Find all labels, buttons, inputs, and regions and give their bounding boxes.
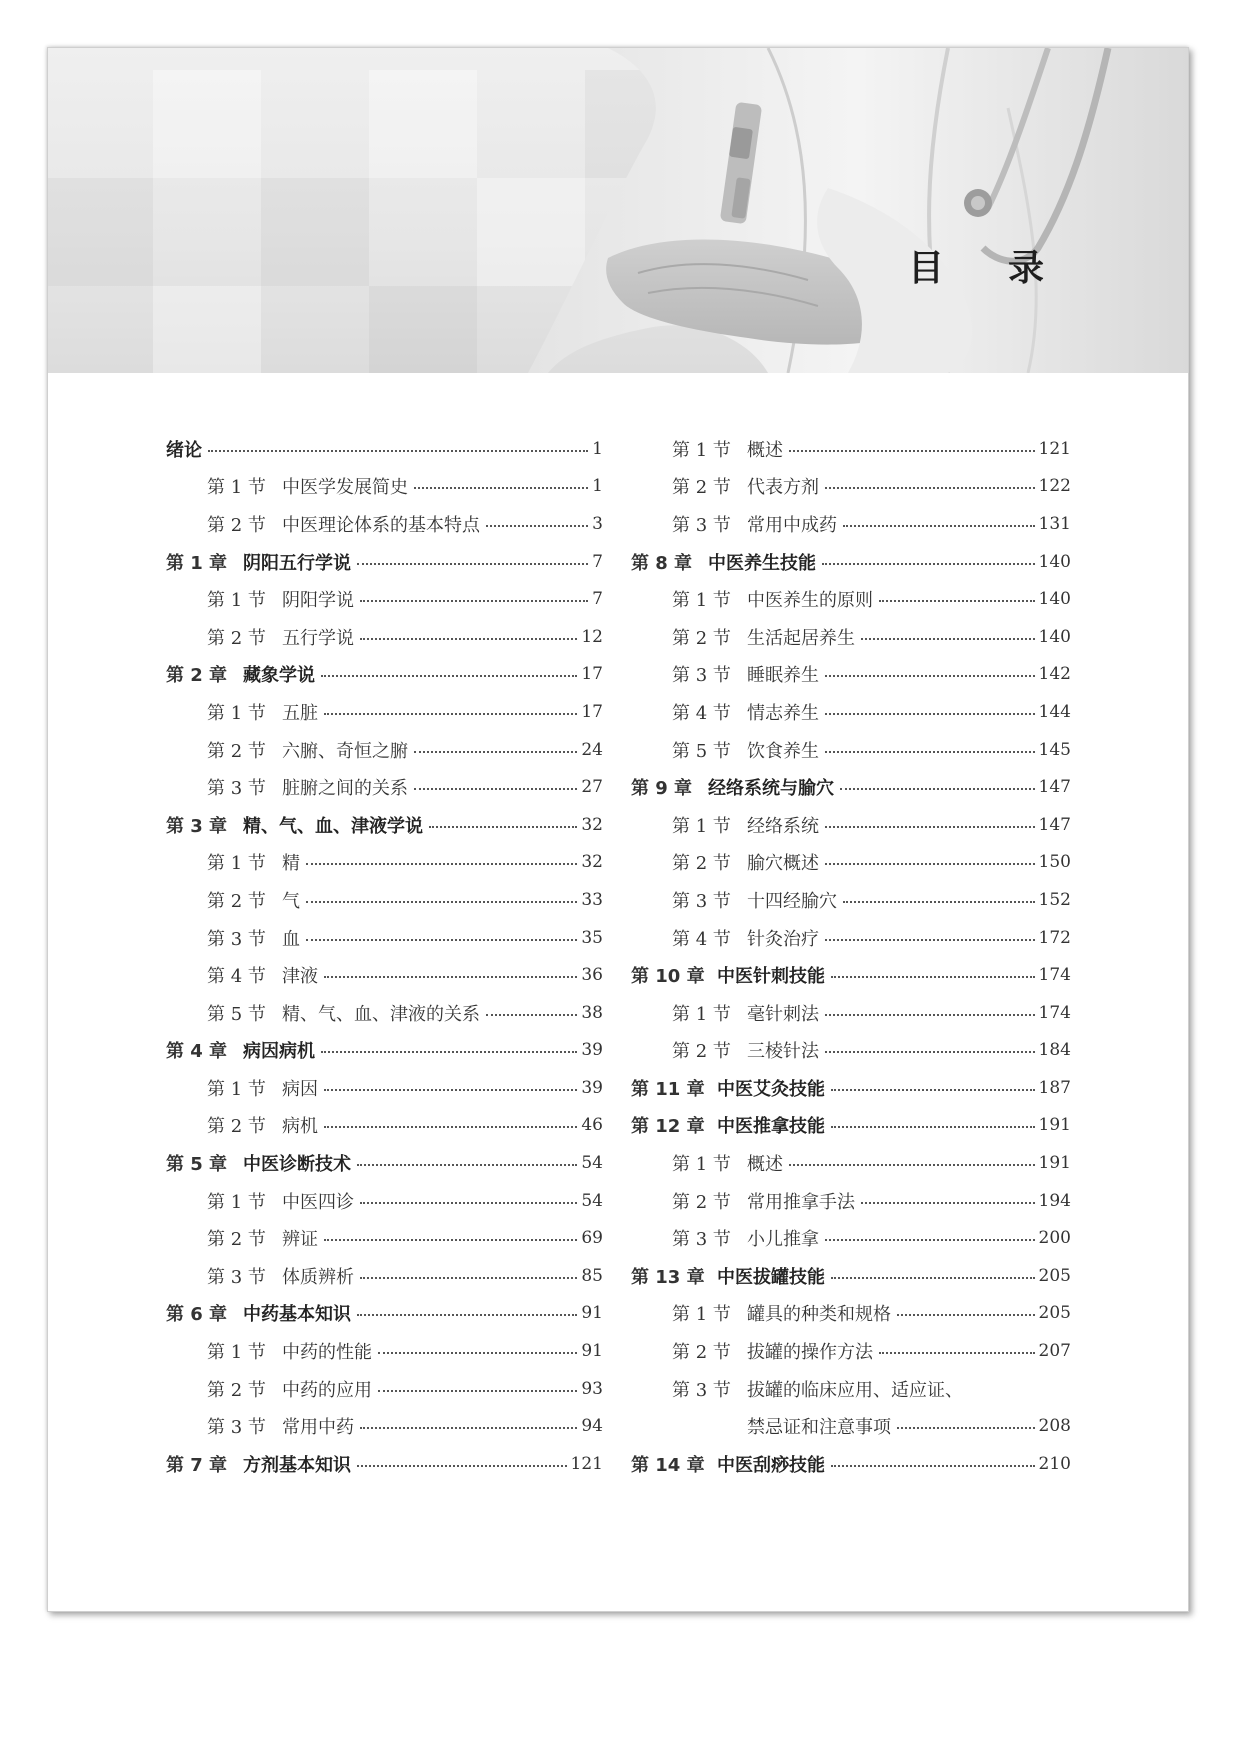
dot-leader (414, 788, 577, 790)
toc-entry-title: 五脏 (282, 702, 318, 724)
toc-entry-title: 罐具的种类和规格 (747, 1304, 891, 1326)
toc-entry-label: 第 1 节 (672, 815, 731, 837)
toc-entry-title: 阴阳五行学说 (243, 552, 351, 574)
toc-entry-title: 阴阳学说 (282, 590, 354, 612)
toc-section-entry[interactable] (166, 919, 603, 957)
toc-entry-title: 小儿推拿 (747, 1229, 819, 1251)
toc-entry-title: 中药的应用 (282, 1379, 372, 1401)
toc-entry-label: 第 2 节 (672, 1041, 731, 1063)
toc-entry-label: 第 3 节 (672, 514, 731, 536)
dot-leader (357, 1314, 577, 1316)
toc-entry-label: 第 1 节 (672, 439, 731, 461)
dot-leader (861, 638, 1035, 640)
dot-leader (378, 1390, 577, 1392)
toc-entry-label: 第 2 节 (207, 1116, 266, 1138)
toc-entry-label: 第 12 章 (631, 1116, 705, 1138)
dot-leader (360, 1277, 577, 1279)
toc-entry-page-number: 172 (1038, 927, 1071, 948)
toc-entry-title: 针灸治疗 (747, 928, 819, 950)
toc-chapter-entry[interactable] (166, 1032, 603, 1070)
toc-entry-label: 第 5 章 (166, 1154, 228, 1176)
dot-leader (789, 1164, 1035, 1166)
toc-entry-title: 代表方剂 (747, 477, 819, 499)
dot-leader (306, 901, 577, 903)
toc-entry-page-number: 140 (1038, 589, 1071, 610)
toc-entry-label: 第 11 章 (631, 1078, 705, 1100)
toc-entry-title: 常用中成药 (747, 514, 837, 536)
toc-entry-label: 第 5 节 (672, 740, 731, 762)
toc-section-entry[interactable] (631, 1182, 1071, 1220)
toc-entry-label: 第 2 节 (672, 477, 731, 499)
toc-section-entry[interactable] (631, 505, 1071, 543)
toc-entry-label: 第 2 章 (166, 665, 228, 687)
toc-chapter-entry[interactable] (166, 1144, 603, 1182)
toc-section-entry[interactable] (166, 1407, 603, 1445)
toc-entry-label: 第 1 节 (672, 1304, 731, 1326)
toc-entry-title: 气 (282, 890, 300, 912)
toc-entry-title: 六腑、奇恒之腑 (282, 740, 408, 762)
dot-leader (825, 487, 1035, 489)
toc-chapter-entry[interactable] (166, 543, 603, 581)
toc-entry-title: 经络系统与腧穴 (708, 778, 834, 800)
toc-entry-label: 第 1 节 (672, 1003, 731, 1025)
toc-section-entry[interactable] (631, 919, 1071, 957)
doctor-photo (48, 48, 1188, 373)
toc-entry-label: 第 2 节 (672, 853, 731, 875)
toc-entry-label: 第 2 节 (207, 1379, 266, 1401)
dot-leader (357, 1164, 577, 1166)
toc-chapter-entry[interactable] (166, 656, 603, 694)
toc-entry-page-number: 54 (581, 1153, 603, 1174)
toc-entry-title: 十四经腧穴 (747, 890, 837, 912)
toc-entry-page-number: 54 (581, 1190, 603, 1211)
toc-entry-page-number: 91 (581, 1341, 603, 1362)
dot-leader (825, 863, 1035, 865)
toc-section-entry[interactable] (631, 806, 1071, 844)
toc-entry-label: 第 1 节 (207, 1191, 266, 1213)
toc-section-entry[interactable] (166, 1257, 603, 1295)
toc-entry-page-number: 91 (581, 1303, 603, 1324)
toc-entry-page-number: 46 (581, 1115, 603, 1136)
toc-entry-title: 禁忌证和注意事项 (747, 1417, 891, 1439)
toc-entry-label: 第 8 章 (631, 552, 693, 574)
toc-section-entry[interactable] (166, 505, 603, 543)
toc-section-entry[interactable] (631, 994, 1071, 1032)
dot-leader (840, 788, 1035, 790)
dot-leader (360, 638, 577, 640)
dot-leader (324, 1126, 577, 1128)
toc-section-entry[interactable] (631, 580, 1071, 618)
dot-leader (831, 1126, 1035, 1128)
toc-entry-page-number: 187 (1038, 1077, 1071, 1098)
toc-entry-label: 第 6 章 (166, 1304, 228, 1326)
toc-entry-page-number: 94 (581, 1416, 603, 1437)
toc-entry-title: 中医针刺技能 (717, 966, 825, 988)
dot-leader (879, 1352, 1035, 1354)
toc-entry-page-number: 121 (1038, 438, 1071, 459)
dot-leader (357, 1465, 567, 1467)
toc-entry-label: 第 4 节 (672, 702, 731, 724)
toc-entry-title: 中医拔罐技能 (717, 1266, 825, 1288)
toc-chapter-entry[interactable] (631, 1445, 1071, 1483)
dot-leader (831, 1277, 1035, 1279)
toc-entry-page-number: 208 (1038, 1416, 1071, 1437)
title-char: 录 (1008, 248, 1045, 289)
toc-entry-label: 第 7 章 (166, 1454, 228, 1476)
toc-entry-page-number: 147 (1038, 814, 1071, 835)
toc-entry-title: 病因 (282, 1078, 318, 1100)
dot-leader (825, 751, 1035, 753)
toc-entry-page-number: 12 (581, 626, 603, 647)
toc-section-entry[interactable] (631, 656, 1071, 694)
toc-entry-title: 中医四诊 (282, 1191, 354, 1213)
dot-leader (378, 1352, 577, 1354)
toc-entry-page-number: 33 (581, 889, 603, 910)
toc-entry-title: 中医诊断技术 (243, 1154, 351, 1176)
dot-leader (843, 525, 1035, 527)
dot-leader (360, 1427, 577, 1429)
toc-chapter-entry[interactable] (166, 1295, 603, 1333)
toc-entry-label: 第 3 章 (166, 815, 228, 837)
dot-leader (360, 1202, 577, 1204)
toc-entry-title: 五行学说 (282, 627, 354, 649)
toc-section-entry[interactable] (166, 881, 603, 919)
toc-chapter-entry[interactable] (631, 1107, 1071, 1145)
dot-leader (306, 939, 577, 941)
toc-entry-label: 第 13 章 (631, 1266, 705, 1288)
dot-leader (486, 525, 588, 527)
toc-entry-page-number: 7 (592, 551, 603, 572)
toc-entry-label: 第 3 节 (207, 1417, 266, 1439)
toc-entry-page-number: 38 (581, 1002, 603, 1023)
dot-leader (825, 1051, 1035, 1053)
dot-leader (831, 1465, 1035, 1467)
toc-entry-page-number: 7 (592, 589, 603, 610)
toc-entry-page-number: 205 (1038, 1265, 1071, 1286)
document-page (47, 47, 1189, 1612)
toc-entry-page-number: 32 (581, 852, 603, 873)
toc-entry-page-number: 39 (581, 1077, 603, 1098)
toc-section-entry[interactable] (631, 1295, 1071, 1333)
toc-section-entry[interactable] (166, 1069, 603, 1107)
toc-entry-page-number: 1 (592, 438, 603, 459)
toc-entry-title: 概述 (747, 1154, 783, 1176)
toc-entry-title: 中医艾灸技能 (717, 1078, 825, 1100)
toc-entry-title: 病因病机 (243, 1041, 315, 1063)
dot-leader (831, 1089, 1035, 1091)
toc-entry-title: 方剂基本知识 (243, 1454, 351, 1476)
toc-section-entry[interactable] (631, 430, 1071, 468)
toc-entry-title: 中医养生的原则 (747, 590, 873, 612)
toc-section-entry[interactable] (166, 618, 603, 656)
toc-chapter-entry[interactable] (166, 1445, 603, 1483)
dot-leader (321, 675, 577, 677)
dot-leader (825, 1239, 1035, 1241)
toc-chapter-entry[interactable] (631, 768, 1071, 806)
toc-entry-page-number: 200 (1038, 1228, 1071, 1249)
toc-entry-page-number: 174 (1038, 1002, 1071, 1023)
toc-entry-title: 中医学发展简史 (282, 477, 408, 499)
toc-section-entry[interactable] (631, 618, 1071, 656)
toc-section-entry[interactable] (631, 1370, 1071, 1408)
toc-entry-title: 津液 (282, 966, 318, 988)
toc-entry-label: 第 1 节 (207, 853, 266, 875)
toc-entry-title: 饮食养生 (747, 740, 819, 762)
toc-section-entry[interactable] (631, 881, 1071, 919)
toc-entry-page-number: 205 (1038, 1303, 1071, 1324)
toc-entry-page-number: 39 (581, 1040, 603, 1061)
toc-entry-label: 第 3 节 (672, 665, 731, 687)
toc-entry-label: 第 14 章 (631, 1454, 705, 1476)
toc-entry-label: 第 3 节 (672, 1379, 731, 1401)
toc-entry-label: 第 1 节 (207, 702, 266, 724)
toc-entry-label: 第 2 节 (207, 740, 266, 762)
toc-chapter-entry[interactable] (631, 543, 1071, 581)
toc-entry-page-number: 121 (570, 1453, 603, 1474)
dot-leader (414, 487, 588, 489)
toc-entry-title: 中医推拿技能 (717, 1116, 825, 1138)
toc-entry-page-number: 24 (581, 739, 603, 760)
toc-entry-page-number: 69 (581, 1228, 603, 1249)
toc-entry-page-number: 131 (1038, 513, 1071, 534)
toc-section-entry[interactable] (631, 1407, 1071, 1445)
toc-entry-label: 第 2 节 (672, 627, 731, 649)
toc-entry-label: 第 1 节 (207, 590, 266, 612)
toc-entry-label: 第 1 节 (672, 1154, 731, 1176)
toc-entry-page-number: 174 (1038, 965, 1071, 986)
dot-leader (831, 976, 1035, 978)
toc-entry-label: 第 1 节 (207, 1078, 266, 1100)
toc-entry-label: 第 3 节 (207, 1266, 266, 1288)
toc-entry-title: 脏腑之间的关系 (282, 778, 408, 800)
toc-entry-page-number: 27 (581, 777, 603, 798)
toc-entry-label: 第 4 节 (207, 966, 266, 988)
toc-entry-page-number: 93 (581, 1378, 603, 1399)
toc-entry-page-number: 1 (592, 476, 603, 497)
dot-leader (414, 751, 577, 753)
dot-leader (324, 713, 577, 715)
toc-entry-page-number: 142 (1038, 664, 1071, 685)
dot-leader (789, 450, 1035, 452)
dot-leader (324, 1089, 577, 1091)
toc-entry-title: 情志养生 (747, 702, 819, 724)
toc-section-entry[interactable] (166, 731, 603, 769)
toc-entry-label: 第 3 节 (672, 890, 731, 912)
toc-entry-label: 第 1 章 (166, 552, 228, 574)
toc-section-entry[interactable] (166, 1332, 603, 1370)
dot-leader (429, 826, 577, 828)
toc-entry-title: 概述 (747, 439, 783, 461)
dot-leader (825, 939, 1035, 941)
dot-leader (357, 563, 588, 565)
toc-section-entry[interactable] (631, 1219, 1071, 1257)
toc-entry-label: 第 2 节 (672, 1342, 731, 1364)
dot-leader (879, 600, 1035, 602)
toc-entry-title: 中药的性能 (282, 1342, 372, 1364)
toc-entry-title: 经络系统 (747, 815, 819, 837)
toc-entry-label: 第 1 节 (207, 1342, 266, 1364)
toc-entry-label: 第 3 节 (207, 928, 266, 950)
toc-entry-page-number: 210 (1038, 1453, 1071, 1474)
toc-section-entry[interactable] (166, 1370, 603, 1408)
toc-entry-page-number: 144 (1038, 701, 1071, 722)
toc-entry-page-number: 85 (581, 1265, 603, 1286)
toc-entry-title: 绪论 (166, 439, 202, 461)
toc-entry-title: 病机 (282, 1116, 318, 1138)
toc-entry-title: 精、气、血、津液学说 (243, 815, 423, 837)
dot-leader (306, 863, 577, 865)
toc-entry-page-number: 147 (1038, 777, 1071, 798)
toc-entry-title: 毫针刺法 (747, 1003, 819, 1025)
dot-leader (825, 1014, 1035, 1016)
toc-entry-page-number: 191 (1038, 1153, 1071, 1174)
toc-section-entry[interactable] (166, 580, 603, 618)
toc-section-entry[interactable] (166, 468, 603, 506)
toc-section-entry[interactable] (166, 693, 603, 731)
toc-entry-page-number: 32 (581, 814, 603, 835)
toc-chapter-entry[interactable] (166, 806, 603, 844)
toc-entry-label: 第 2 节 (207, 627, 266, 649)
toc-chapter-entry[interactable] (631, 1069, 1071, 1107)
toc-entry-title: 中医刮痧技能 (717, 1454, 825, 1476)
toc-entry-page-number: 140 (1038, 551, 1071, 572)
toc-entry-title: 体质辨析 (282, 1266, 354, 1288)
toc-entry-label: 第 4 章 (166, 1041, 228, 1063)
toc-section-entry[interactable] (166, 1182, 603, 1220)
dot-leader (861, 1202, 1035, 1204)
toc-entry-title: 精 (282, 853, 300, 875)
toc-entry-label: 第 2 节 (672, 1191, 731, 1213)
toc-section-entry[interactable] (631, 844, 1071, 882)
toc-entry-page-number: 207 (1038, 1341, 1071, 1362)
dot-leader (321, 1051, 577, 1053)
toc-entry-title: 三棱针法 (747, 1041, 819, 1063)
toc-entry-title: 腧穴概述 (747, 853, 819, 875)
toc-entry-page-number: 36 (581, 965, 603, 986)
dot-leader (825, 713, 1035, 715)
toc-entry-label: 第 3 节 (207, 778, 266, 800)
toc-right-column (631, 430, 1071, 1483)
toc-entry-title: 睡眠养生 (747, 665, 819, 687)
toc-entry-label: 第 2 节 (207, 514, 266, 536)
dot-leader (822, 563, 1035, 565)
dot-leader (360, 600, 588, 602)
toc-entry-page-number: 194 (1038, 1190, 1071, 1211)
toc-entry-label: 第 3 节 (672, 1229, 731, 1251)
toc-entry-title: 藏象学说 (243, 665, 315, 687)
toc-section-entry[interactable] (166, 844, 603, 882)
page-title (908, 240, 1044, 291)
toc-section-entry[interactable] (166, 1219, 603, 1257)
toc-entry-page-number: 184 (1038, 1040, 1071, 1061)
toc-section-entry[interactable] (631, 1144, 1071, 1182)
dot-leader (897, 1314, 1035, 1316)
toc-entry-page-number: 150 (1038, 852, 1071, 873)
dot-leader (324, 1239, 577, 1241)
toc-chapter-entry[interactable] (631, 956, 1071, 994)
dot-leader (825, 675, 1035, 677)
toc-entry-page-number: 191 (1038, 1115, 1071, 1136)
toc-entry-title: 常用推拿手法 (747, 1191, 855, 1213)
toc-section-entry[interactable] (166, 1107, 603, 1145)
toc-entry-title: 中医理论体系的基本特点 (282, 514, 480, 536)
dot-leader (843, 901, 1035, 903)
toc-entry-title: 中药基本知识 (243, 1304, 351, 1326)
toc-entry-title: 生活起居养生 (747, 627, 855, 649)
toc-section-entry[interactable] (166, 994, 603, 1032)
toc-entry-title: 拔罐的临床应用、适应证、 (747, 1379, 963, 1401)
toc-section-entry[interactable] (631, 693, 1071, 731)
dot-leader (208, 450, 588, 452)
toc-entry-page-number: 17 (581, 664, 603, 685)
toc-section-entry[interactable] (166, 956, 603, 994)
toc-chapter-entry[interactable] (631, 1257, 1071, 1295)
dot-leader (486, 1014, 577, 1016)
toc-entry-title: 辨证 (282, 1229, 318, 1251)
toc-entry-label: 第 10 章 (631, 966, 705, 988)
toc-section-entry[interactable] (631, 1032, 1071, 1070)
toc-entry-page-number: 145 (1038, 739, 1071, 760)
toc-entry-page-number: 122 (1038, 476, 1071, 497)
dot-leader (324, 976, 577, 978)
dot-leader (897, 1427, 1035, 1429)
toc-section-entry[interactable] (631, 468, 1071, 506)
toc-entry-title: 血 (282, 928, 300, 950)
toc-entry-label: 第 1 节 (207, 477, 266, 499)
toc-entry-title: 拔罐的操作方法 (747, 1342, 873, 1364)
toc-entry-label: 第 2 节 (207, 890, 266, 912)
toc-entry-page-number: 152 (1038, 889, 1071, 910)
toc-left-column (166, 430, 603, 1483)
toc-entry-label: 第 5 节 (207, 1003, 266, 1025)
toc-entry-page-number: 35 (581, 927, 603, 948)
toc-entry-label: 第 2 节 (207, 1229, 266, 1251)
toc-entry-label: 第 9 章 (631, 778, 693, 800)
toc-entry-title: 常用中药 (282, 1417, 354, 1439)
toc-entry-page-number: 17 (581, 701, 603, 722)
toc-entry-label: 第 4 节 (672, 928, 731, 950)
title-char: 目 (908, 248, 945, 289)
toc-entry-label: 第 1 节 (672, 590, 731, 612)
toc-entry-page-number: 3 (592, 513, 603, 534)
dot-leader (825, 826, 1035, 828)
toc-section-entry[interactable] (166, 768, 603, 806)
header-banner (48, 48, 1188, 373)
toc-section-entry[interactable] (631, 1332, 1071, 1370)
toc-entry-page-number: 140 (1038, 626, 1071, 647)
toc-section-entry[interactable] (631, 731, 1071, 769)
toc-entry-title: 精、气、血、津液的关系 (282, 1003, 480, 1025)
toc-chapter-entry[interactable] (166, 430, 603, 468)
toc-entry-title: 中医养生技能 (708, 552, 816, 574)
